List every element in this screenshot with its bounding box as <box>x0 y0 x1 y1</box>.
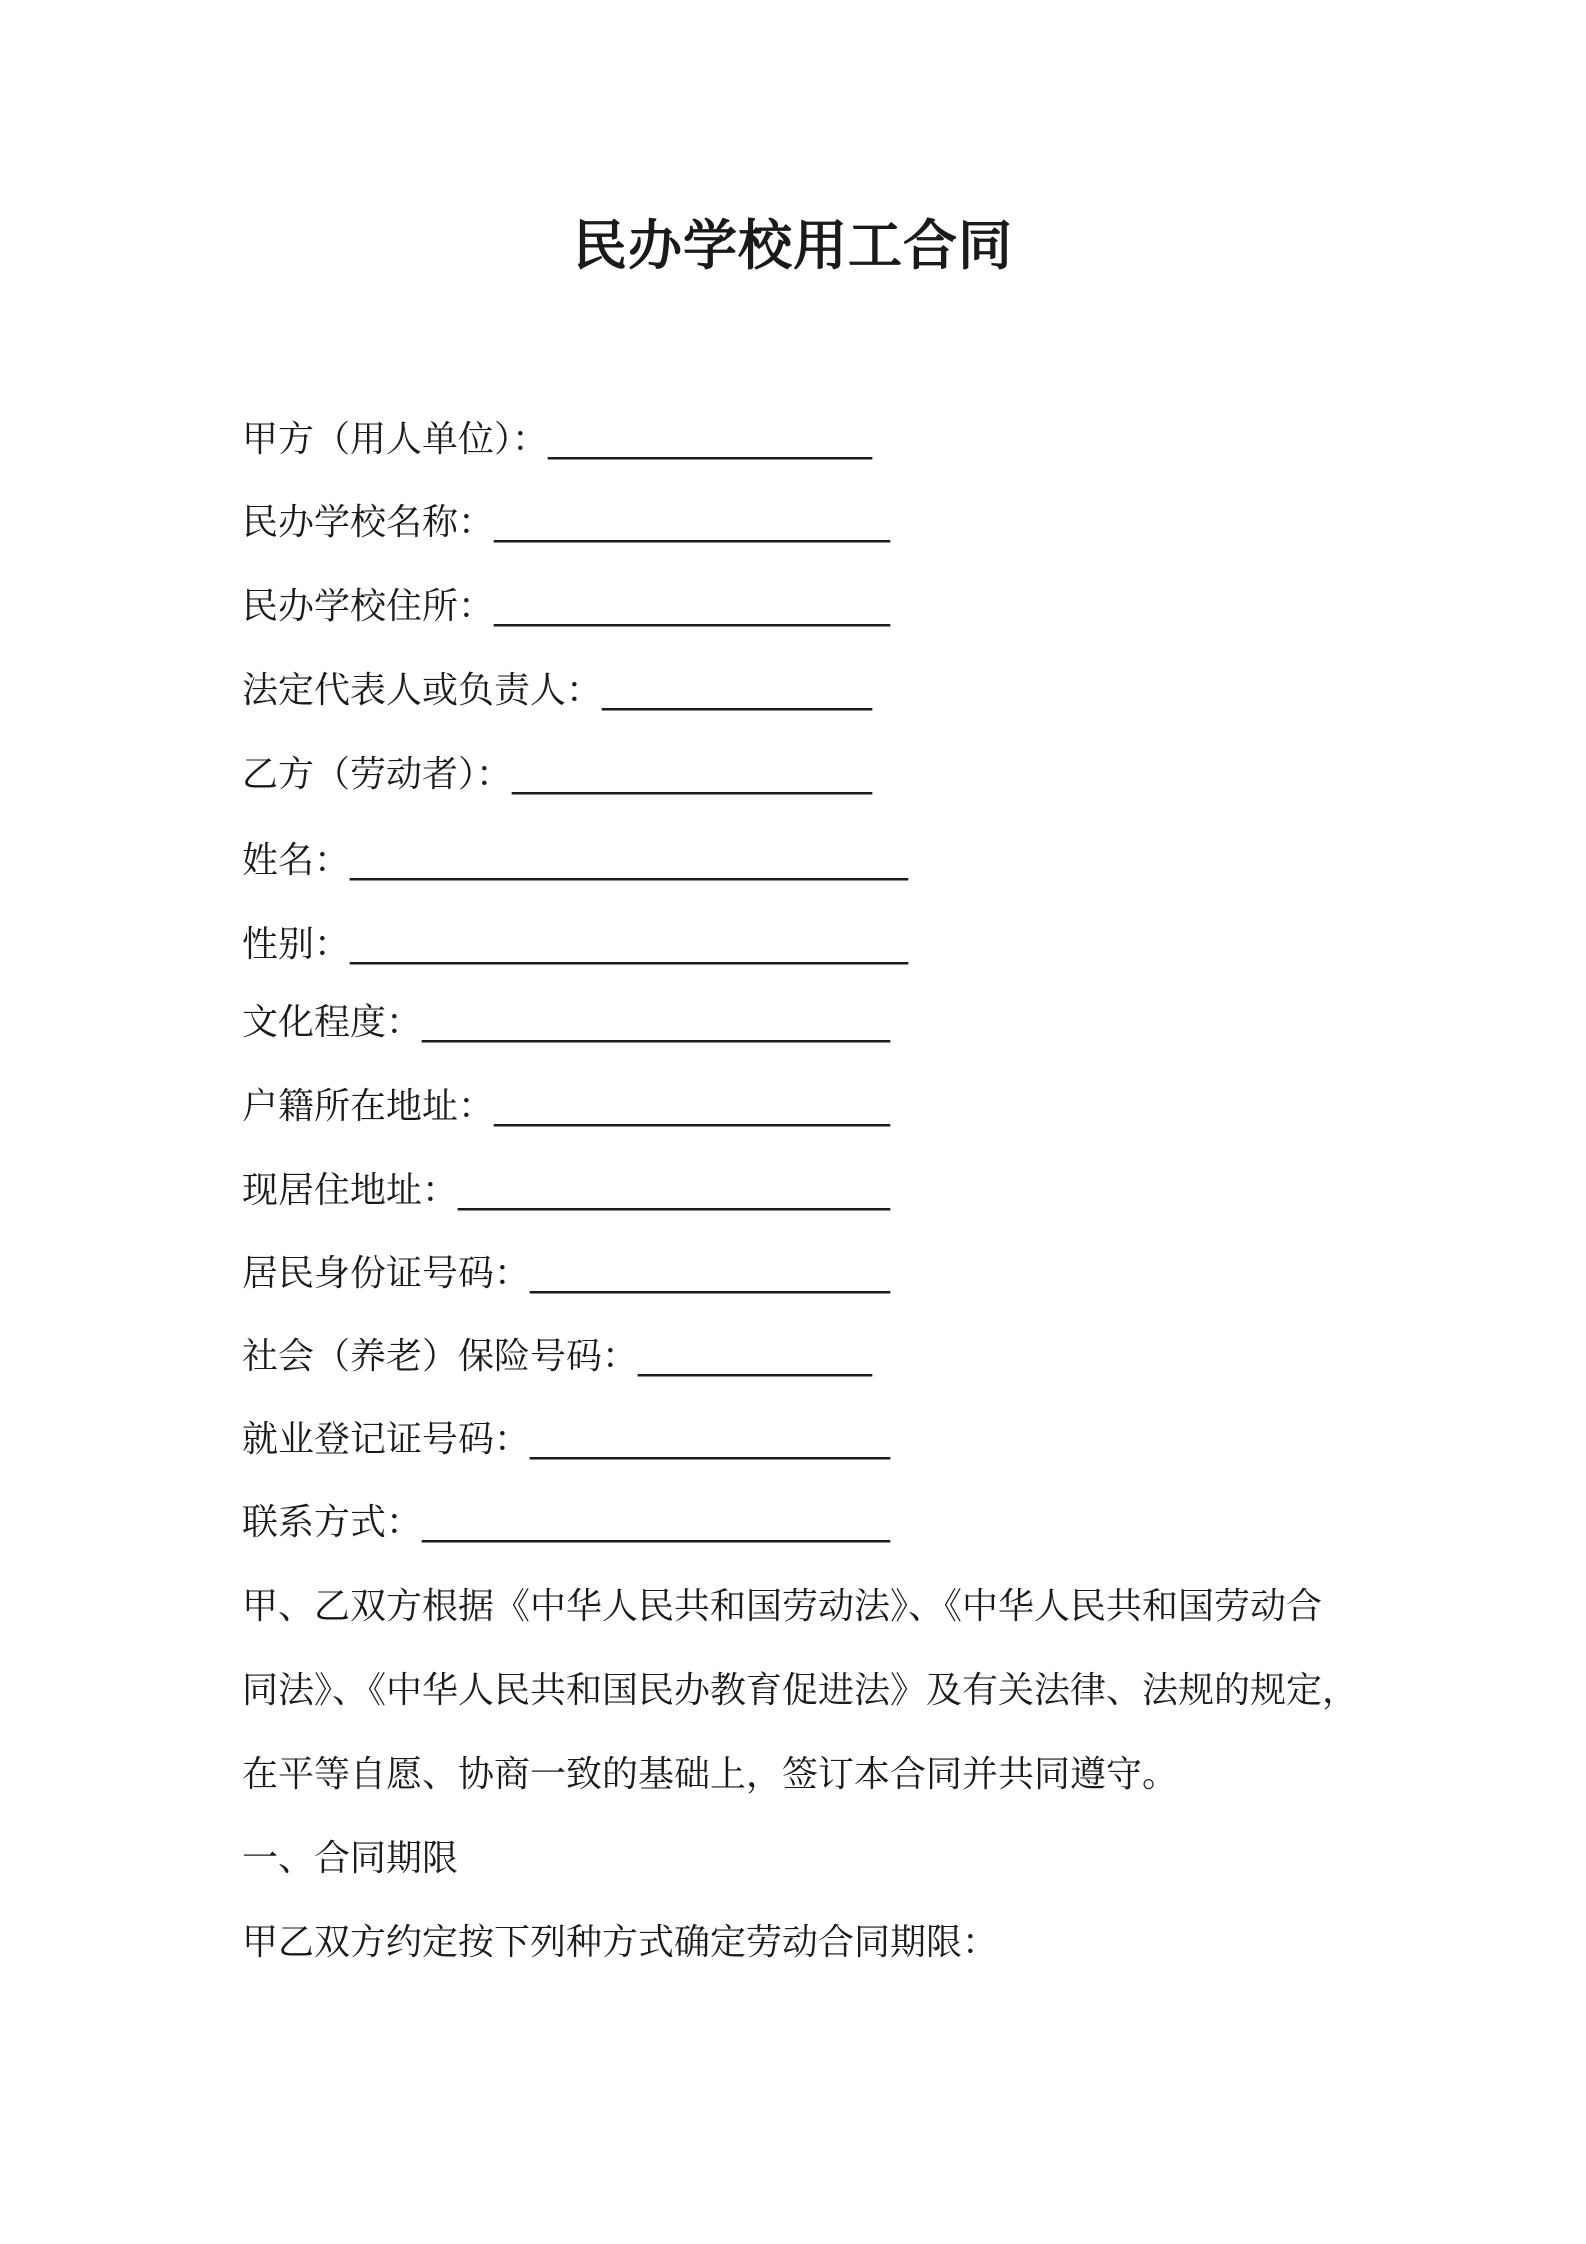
section-heading: 一、合同期限 <box>242 1838 459 1879</box>
field-school-name <box>242 498 890 548</box>
document-title: 民办学校用工合同 <box>573 214 1013 277</box>
field-legal-representative <box>242 666 872 716</box>
field-label: 就业登记证号码： <box>242 1419 531 1460</box>
field-blank[interactable]: ____________________ <box>530 1419 891 1460</box>
preamble-line-2: 同法》、《中华人民共和国民办教育促进法》及有关法律、法规的规定， <box>242 1670 1359 1711</box>
field-label: 居民身份证号码： <box>242 1253 531 1294</box>
field-blank[interactable]: __________________ <box>548 419 873 460</box>
field-label: 乙方（劳动者）： <box>242 754 513 795</box>
field-blank[interactable]: ______________________ <box>494 502 891 543</box>
field-id-number <box>242 1249 890 1299</box>
field-label: 社会（养老）保险号码： <box>242 1336 639 1377</box>
field-label: 民办学校名称： <box>242 502 495 543</box>
field-blank[interactable]: _____________ <box>638 1336 873 1377</box>
field-blank[interactable]: _______________________________ <box>350 924 909 965</box>
field-gender <box>242 920 908 970</box>
field-school-address <box>242 582 890 632</box>
field-blank[interactable]: ______________________ <box>494 1086 891 1127</box>
preamble-line-1: 甲、乙双方根据《中华人民共和国劳动法》、《中华人民共和国劳动合 <box>242 1586 1323 1627</box>
field-label: 现居住地址： <box>242 1170 459 1211</box>
field-blank[interactable]: ____________________ <box>512 754 873 795</box>
field-employee <box>242 750 872 800</box>
field-label: 文化程度： <box>242 1002 423 1043</box>
field-blank[interactable]: _______________ <box>602 670 873 711</box>
field-label: 联系方式： <box>242 1502 423 1543</box>
preamble-line-3: 在平等自愿、协商一致的基础上，签订本合同并共同遵守。 <box>242 1754 1179 1795</box>
field-label: 性别： <box>242 924 351 965</box>
field-blank[interactable]: _______________________________ <box>350 840 909 881</box>
field-label: 甲方（用人单位）： <box>242 419 549 460</box>
field-name <box>242 836 908 886</box>
field-label: 姓名： <box>242 840 351 881</box>
field-employment-registration <box>242 1415 890 1465</box>
field-education <box>242 998 890 1048</box>
section-text: 甲乙双方约定按下列种方式确定劳动合同期限： <box>242 1922 999 1963</box>
field-blank[interactable]: ________________________ <box>458 1170 891 1211</box>
field-label: 法定代表人或负责人： <box>242 670 603 711</box>
field-blank[interactable]: __________________________ <box>422 1502 891 1543</box>
field-label: 民办学校住所： <box>242 586 495 627</box>
field-blank[interactable]: ______________________ <box>494 586 891 627</box>
field-insurance-number <box>242 1332 872 1382</box>
field-household-address <box>242 1082 890 1132</box>
field-blank[interactable]: ____________________ <box>530 1253 891 1294</box>
field-contact <box>242 1498 890 1548</box>
field-current-address <box>242 1166 890 1216</box>
field-blank[interactable]: __________________________ <box>422 1002 891 1043</box>
field-label: 户籍所在地址： <box>242 1086 495 1127</box>
field-employer <box>242 415 872 465</box>
